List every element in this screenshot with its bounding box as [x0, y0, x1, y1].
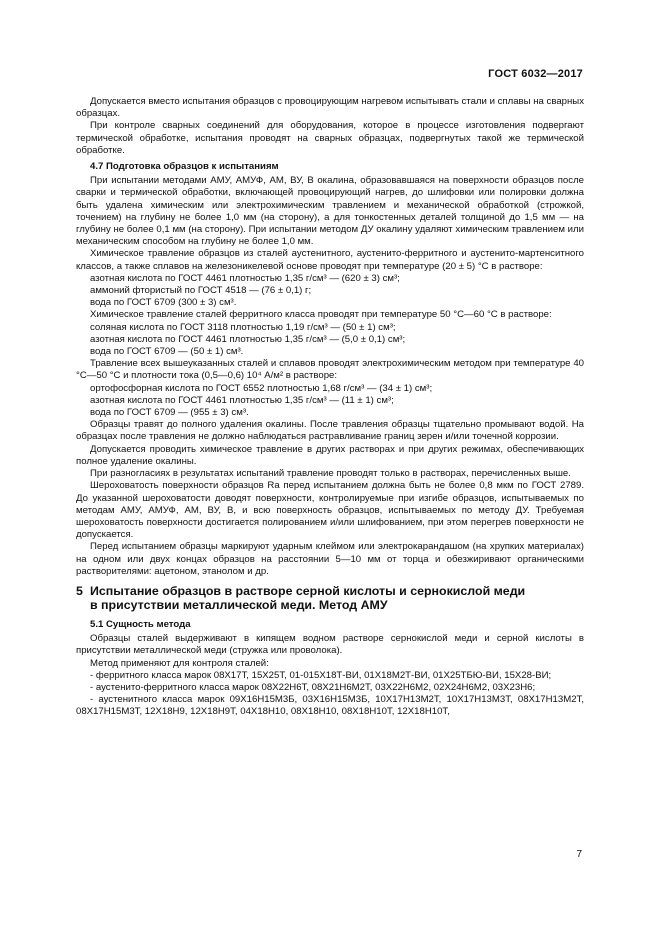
- document-standard-id: ГОСТ 6032—2017: [488, 68, 583, 80]
- subsection-heading-4-7: 4.7 Подготовка образцов к испытаниям: [90, 161, 279, 173]
- page-body: [76, 96, 584, 719]
- paragraph: Образцы травят до полного удаления окалины. После травления образцы тщательно промывают водой. На образцах после травления не должно наблюдаться растравливание границ зерен и/или точечной коррозии.: [76, 419, 584, 443]
- list-item: - аустенито-ферритного класса марок 08Х22Н6Т, 08Х21Н6М2Т, 03Х22Н6М2, 02Х24Н6М2, 03Х23Н6;: [90, 681, 536, 693]
- paragraph: Перед испытанием образцы маркируют ударным клеймом или электрокарандашом (на хрупких материалах) на одном или двух концах образцов на расстоянии 5—10 мм от торца и обезжиривают органическими растворителями: ацетоном, этанолом и др.: [76, 541, 584, 577]
- paragraph: Химическое травление сталей ферритного класса проводят при температуре 50 °С—60 °С в растворе:: [90, 309, 552, 321]
- paragraph: Шероховатость поверхности образцов Ra перед испытанием должна быть не более 0,8 мкм по ГОСТ 2789. До указанной шероховатости доводят поверхности, контролируемые при изгибе образцов, испытываемых по методам АМУ, АМУФ, АМ, ВУ, В, и всю поверхность образцов, испытываемых по методу ДУ. Требуемая шероховатость поверхности достигается полированием и/или шлифованием, при этом перегрев поверхности не допускается.: [76, 480, 584, 541]
- section-heading-5: [76, 584, 584, 613]
- paragraph: При испытании методами АМУ, АМУФ, АМ, ВУ, В окалина, образовавшаяся на поверхности образцов после сварки и термической обработки, включающей провоцирующий нагрев, до шлифовки или полировки должна быть удалена химическим или электрохимическим травлением и механической обработкой (строжкой, точением) на глубину не более 1,0 мм (на сторону), а для тонкостенных деталей толщиной до 1,5 мм — на глубину не более 0,1 мм (на сторону). При испытании методом ДУ окалину удаляют химическим травлением или механическим способом на глубину не более 1,0 мм.: [76, 175, 584, 248]
- list-item: вода по ГОСТ 6709 — (50 ± 1) см³.: [90, 346, 244, 358]
- paragraph: Метод применяют для контроля сталей:: [90, 657, 269, 669]
- paragraph: Допускается проводить химическое травление в других растворах и при других режимах, обеспечивающих полное удаление окалины.: [76, 443, 584, 467]
- list-item: - ферритного класса марок 08Х17Т, 15Х25Т, 01-015Х18Т-ВИ, 01Х18М2Т-ВИ, 01Х25ТБЮ-ВИ, 15Х28-ВИ;: [90, 669, 552, 681]
- section-title-line-1: Испытание образцов в растворе серной кислоты и сернокислой меди: [90, 583, 526, 598]
- page-number: 7: [576, 849, 582, 860]
- paragraph: При разногласиях в результатах испытаний травление проводят только в растворах, перечисленных выше.: [90, 468, 571, 480]
- list-item: соляная кислота по ГОСТ 3118 плотностью 1,19 г/см³ — (50 ± 1) см³;: [90, 321, 396, 333]
- list-item: аммоний фтористый по ГОСТ 4518 — (76 ± 0,1) г;: [90, 285, 312, 297]
- paragraph: Образцы сталей выдерживают в кипящем водном растворе сернокислой меди и серной кислоты в присутствии металлической меди (стружка или проволока).: [76, 633, 584, 657]
- subsection-heading-5-1: 5.1 Сущность метода: [90, 618, 191, 630]
- list-item: азотная кислота по ГОСТ 4461 плотностью 1,35 г/см³ — (11 ± 1) см³;: [90, 394, 394, 406]
- section-title-line-2: в присутствии металлической меди. Метод АМУ: [90, 598, 388, 613]
- paragraph: Допускается вместо испытания образцов с провоцирующим нагревом испытывать стали и сплавы на сварных образцах.: [76, 96, 584, 120]
- section-number: 5: [76, 583, 83, 598]
- paragraph: Травление всех вышеуказанных сталей и сплавов проводят электрохимическим методом при температуре 40 °С—50 °С и плотности тока (0,5—0,6) 10⁴ А/м² в растворе:: [76, 358, 584, 382]
- list-item: - аустенитного класса марок 09Х16Н15М3Б, 03Х16Н15М3Б, 10Х17Н13М2Т, 10Х17Н13М3Т, 08Х17Н13М2Т, 08Х17Н15М3Т, 12Х18Н9, 12Х18Н9Т, 04Х18Н10, 08Х18Н10, 08Х18Н10Т, 12Х18Н10Т,: [76, 694, 584, 718]
- list-item: ортофосфорная кислота по ГОСТ 6552 плотностью 1,68 г/см³ — (34 ± 1) см³;: [90, 382, 433, 394]
- list-item: азотная кислота по ГОСТ 4461 плотностью 1,35 г/см³ — (5,0 ± 0,1) см³;: [90, 333, 406, 345]
- list-item: вода по ГОСТ 6709 (300 ± 3) см³.: [90, 297, 237, 309]
- list-item: азотная кислота по ГОСТ 4461 плотностью 1,35 г/см³ — (620 ± 3) см³;: [90, 272, 400, 284]
- paragraph: Химическое травление образцов из сталей аустенитного, аустенито-ферритного и аустенито-мартенситного классов, а также сплавов на железоникелевой основе проводят при температуре (20 ± 5) °С в растворе:: [76, 248, 584, 272]
- paragraph: При контроле сварных соединений для оборудования, которое в процессе изготовления подвергают термической обработке, испытания проводят на сварных образцах, подвергнутых такой же термической обработке.: [76, 120, 584, 156]
- list-item: вода по ГОСТ 6709 — (955 ± 3) см³.: [90, 407, 249, 419]
